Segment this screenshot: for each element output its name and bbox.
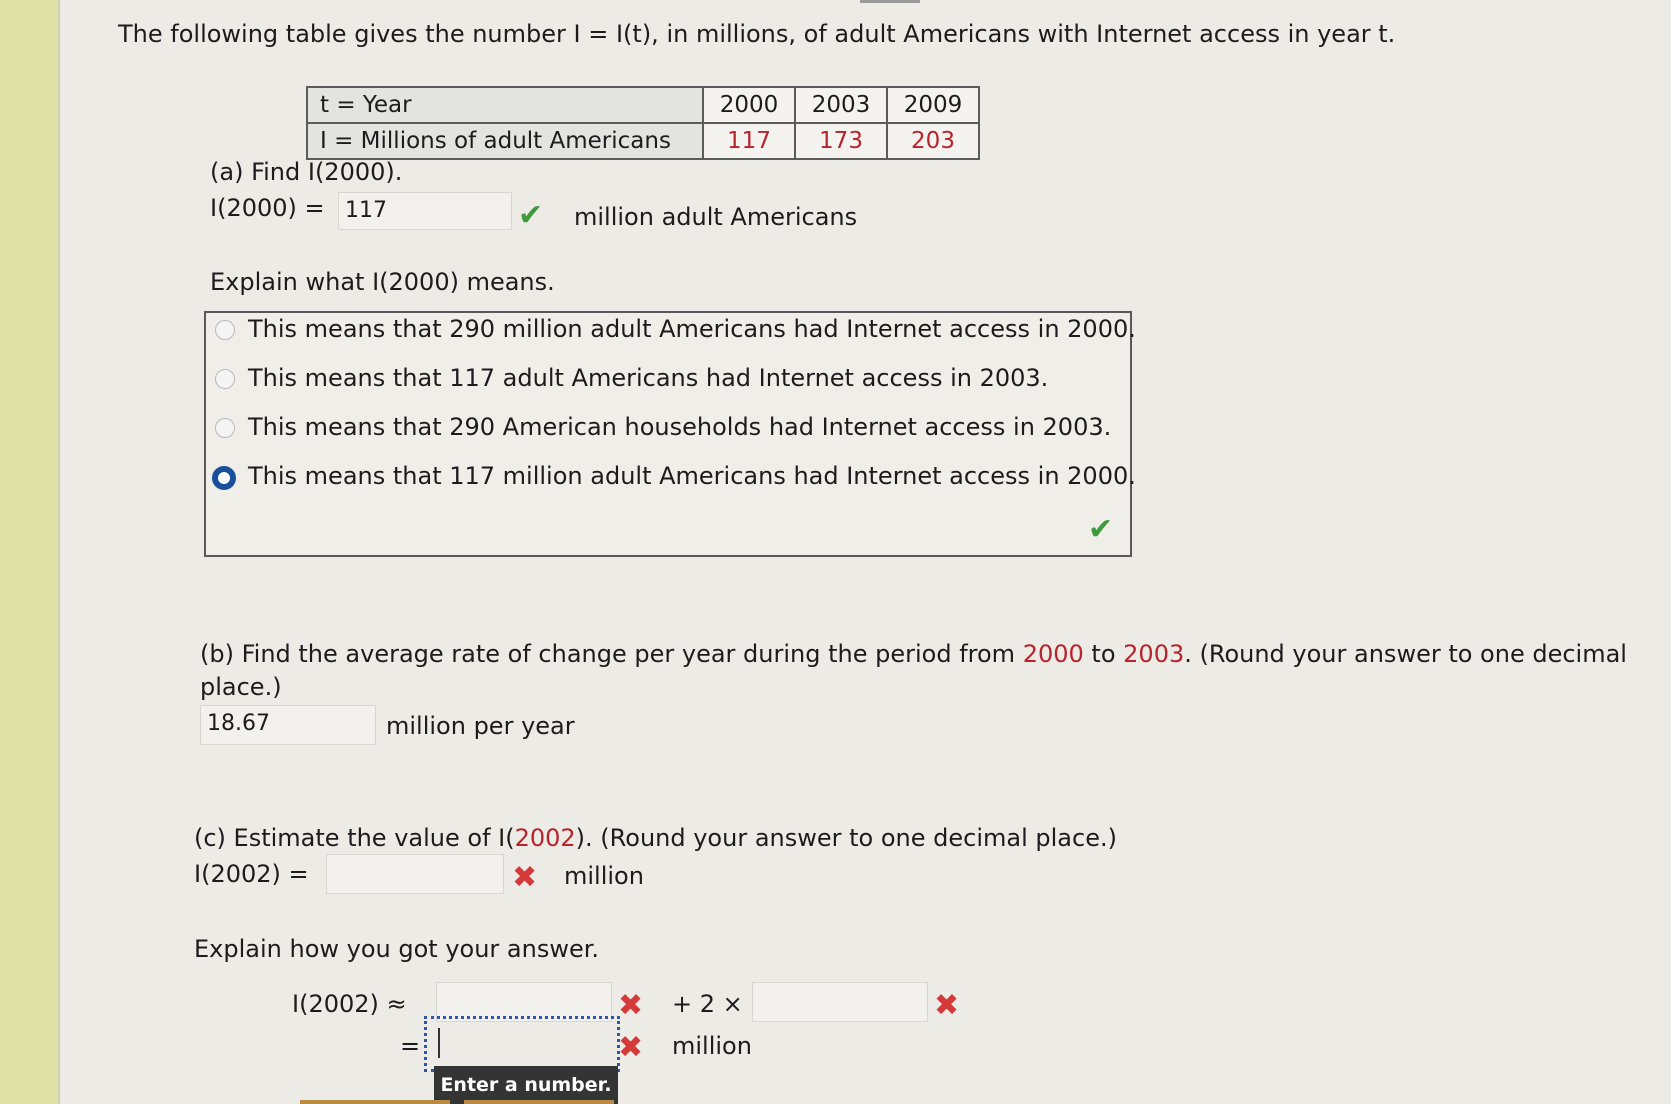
bottom-button-edge	[464, 1100, 614, 1104]
equals-sign: =	[400, 1032, 421, 1060]
part-c-explain-prompt: Explain how you got your answer.	[194, 935, 600, 963]
part-a-unit: million adult Americans	[574, 203, 858, 231]
data-table	[306, 86, 980, 160]
part-c-lhs: I(2002) =	[194, 860, 309, 888]
correct-check-icon: ✔	[1088, 512, 1114, 547]
table-cell-value: 173	[795, 123, 887, 159]
part-b-year-to: 2003	[1123, 640, 1185, 668]
table-row-label: t = Year	[307, 87, 703, 123]
text-cursor	[438, 1028, 440, 1058]
part-a-lhs: I(2000) =	[210, 194, 325, 222]
part-c-prompt-text: (c) Estimate the value of I(	[194, 824, 515, 852]
approx-lhs: I(2002) ≈	[292, 990, 407, 1018]
radio-option-3[interactable]	[215, 418, 235, 438]
part-b-prompt	[200, 640, 1627, 668]
radio-option-2[interactable]	[215, 369, 235, 389]
incorrect-x-icon: ✖	[934, 988, 960, 1023]
part-b-answer-field[interactable]: 18.67	[200, 705, 376, 745]
part-c-unit-2: million	[672, 1032, 752, 1060]
table-cell-year: 2000	[703, 87, 795, 123]
left-margin-strip	[0, 0, 60, 1104]
part-b-prompt-tail: . (Round your answer to one decimal	[1184, 640, 1627, 668]
radio-option-1[interactable]	[215, 320, 235, 340]
bottom-button-edge	[300, 1100, 450, 1104]
enter-number-tooltip: Enter a number.	[434, 1066, 618, 1104]
active-answer-field[interactable]	[424, 1016, 620, 1072]
table-row	[307, 87, 979, 123]
table-cell-value: 203	[887, 123, 979, 159]
part-a-answer-field[interactable]: 117	[338, 192, 512, 230]
incorrect-x-icon: ✖	[618, 988, 644, 1023]
part-a-prompt: (a) Find I(2000).	[210, 158, 403, 186]
table-cell-year: 2003	[795, 87, 887, 123]
table-cell-year: 2009	[887, 87, 979, 123]
intro-text: The following table gives the number I = I(t), in millions, of adult Americans with Internet access in year t.	[118, 20, 1396, 48]
table-cell-value: 117	[703, 123, 795, 159]
part-b-year-from: 2000	[1022, 640, 1084, 668]
part-c-prompt-tail: ). (Round your answer to one decimal place.)	[575, 824, 1117, 852]
option-1-label[interactable]: This means that 290 million adult Americans had Internet access in 2000.	[248, 315, 1136, 343]
part-c-prompt	[194, 824, 1117, 852]
option-3-label[interactable]: This means that 290 American households had Internet access in 2003.	[248, 413, 1112, 441]
part-b-to: to	[1091, 640, 1116, 668]
incorrect-x-icon: ✖	[618, 1030, 644, 1065]
part-b-prompt-cont: place.)	[200, 673, 282, 701]
option-2-label[interactable]: This means that 117 adult Americans had Internet access in 2003.	[248, 364, 1049, 392]
approx-rate-field[interactable]	[752, 982, 928, 1022]
table-row	[307, 123, 979, 159]
top-divider	[860, 0, 920, 3]
part-b-unit: million per year	[386, 712, 575, 740]
part-b-prompt-text: (b) Find the average rate of change per year during the period from	[200, 640, 1016, 668]
radio-option-4-selected[interactable]	[212, 466, 236, 490]
correct-check-icon: ✔	[518, 198, 544, 233]
incorrect-x-icon: ✖	[512, 860, 538, 895]
part-c-unit: million	[564, 862, 644, 890]
part-a-explain-prompt: Explain what I(2000) means.	[210, 268, 555, 296]
table-row-label: I = Millions of adult Americans	[307, 123, 703, 159]
plus-two-times: + 2 ×	[672, 990, 743, 1018]
option-4-label[interactable]: This means that 117 million adult Americans had Internet access in 2000.	[248, 462, 1136, 490]
part-c-year: 2002	[514, 824, 576, 852]
part-c-answer-field[interactable]	[326, 854, 504, 894]
